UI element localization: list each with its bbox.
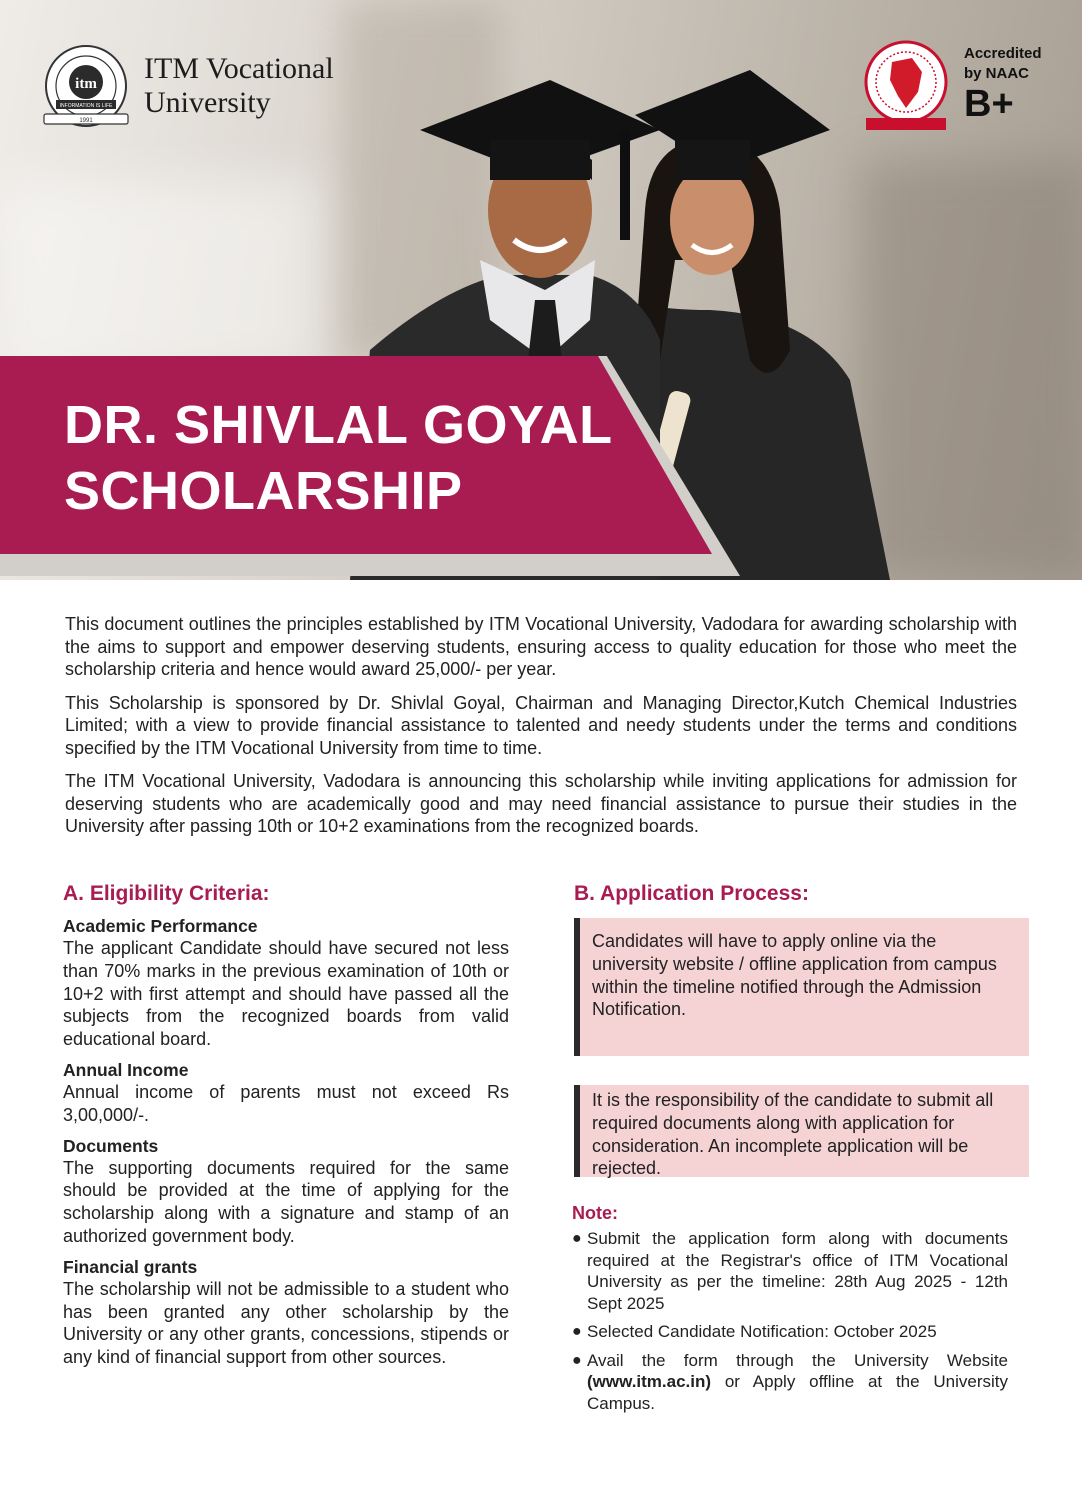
cap-tassel — [620, 130, 630, 240]
eligibility-heading: A. Eligibility Criteria: — [63, 882, 270, 905]
criterion-title: Annual Income — [63, 1059, 189, 1080]
university-name — [144, 52, 334, 120]
intro-paragraph: This document outlines the principles established by ITM Vocational University, Vadodara for awarding scholarship with the aims to support and empower deserving students, ensuring access to quality education for those who meet the scholarship criteria and hence would award 25,000/- per year. — [65, 614, 1017, 679]
application-heading: B. Application Process: — [574, 882, 809, 905]
intro-paragraph: The ITM Vocational University, Vadodara is announcing this scholarship while inviting applications for admission for deserving students who are academically good and may need financial assistance to pursue their studies in the University after passing 10th or 10+2 examinations from the recognized boards. — [65, 771, 1017, 836]
title-line1: DR. SHIVLAL GOYAL — [64, 395, 613, 455]
note-text: Selected Candidate Notification: October 2025 — [587, 1322, 937, 1341]
itm-emblem-icon — [42, 42, 130, 130]
background-blur — [0, 180, 320, 380]
female-cap-base — [675, 140, 750, 180]
criterion-title: Financial grants — [63, 1256, 198, 1277]
bullet-icon: ● — [572, 1323, 582, 1340]
logo-year: 1991 — [79, 118, 93, 124]
criterion-body: The supporting documents required for the same should be provided at the time of applying for the scholarship along with a signature and stamp of an authorized government body. — [63, 1157, 509, 1246]
bullet-icon: ● — [572, 1351, 582, 1369]
note-item — [572, 1321, 1008, 1343]
website-link[interactable]: (www.itm.ac.in) — [587, 1372, 712, 1391]
title-line2: SCHOLARSHIP — [64, 461, 463, 521]
naac-line2: by NAAC — [964, 65, 1030, 82]
naac-accreditation — [860, 38, 1042, 134]
note-text: Submit the application form along with documents required at the Registrar's office of ITM Vocational University as per the timeline: 28th Aug 2025 - 12th Sept 2025 — [587, 1229, 1008, 1313]
naac-text — [964, 44, 1042, 124]
note-list — [572, 1228, 1008, 1414]
note-text-post: or Apply offline at the University Campus. — [587, 1372, 1008, 1413]
university-name-line1: ITM Vocational — [144, 52, 334, 85]
criterion-title: Documents — [63, 1135, 159, 1156]
note-item — [572, 1350, 1008, 1415]
eligibility-section — [63, 881, 509, 1377]
naac-grade: B+ — [964, 83, 1014, 125]
note-heading: Note: — [572, 1203, 618, 1223]
logo-monogram: itm — [75, 76, 97, 92]
logo-motto: INFORMATION IS LIFE — [59, 103, 113, 109]
criterion-body: The scholarship will not be admissible to a student who has been granted any other scholarship by the University or any other grants, concessions, stipends or any kind of financial support from other sources. — [63, 1278, 509, 1368]
criterion-body: The applicant Candidate should have secured not less than 70% marks in the previous examination of 10th or 10+2 with first attempt and should have passed all the subjects from the recognized boards from valid educational board. — [63, 938, 509, 1050]
application-info-box: Candidates will have to apply online via the university website / offline application from campus within the timeline notified through the Admission Notification. — [574, 918, 1029, 1056]
itm-logo[interactable] — [42, 42, 334, 130]
criterion-title: Academic Performance — [63, 916, 258, 936]
application-section — [574, 881, 1018, 915]
bullet-icon: ● — [572, 1230, 582, 1247]
university-name-line2: University — [144, 86, 271, 119]
intro-paragraph: This Scholarship is sponsored by Dr. Shivlal Goyal, Chairman and Managing Director,Kutch Chemical Industries Limited; with a view to provide financial assistance to talented and needy students under the terms and conditions specified by the ITM Vocational University from time to time. — [65, 692, 1017, 758]
naac-seal-icon — [860, 38, 952, 134]
intro-section — [65, 613, 1017, 849]
criterion-body: Annual income of parents must not exceed Rs 3,00,000/-. — [63, 1081, 509, 1125]
note-item — [572, 1228, 1008, 1314]
note-text-pre: Avail the form through the University Website — [587, 1350, 1008, 1370]
application-warning-box: It is the responsibility of the candidate to submit all required documents along with application for consideration. An incomplete application will be rejected. — [574, 1085, 1029, 1177]
note-section — [572, 1203, 1008, 1421]
scholarship-title — [64, 392, 613, 524]
male-cap-base — [490, 140, 590, 180]
naac-line1: Accredited — [964, 45, 1042, 62]
female-face — [670, 165, 754, 275]
